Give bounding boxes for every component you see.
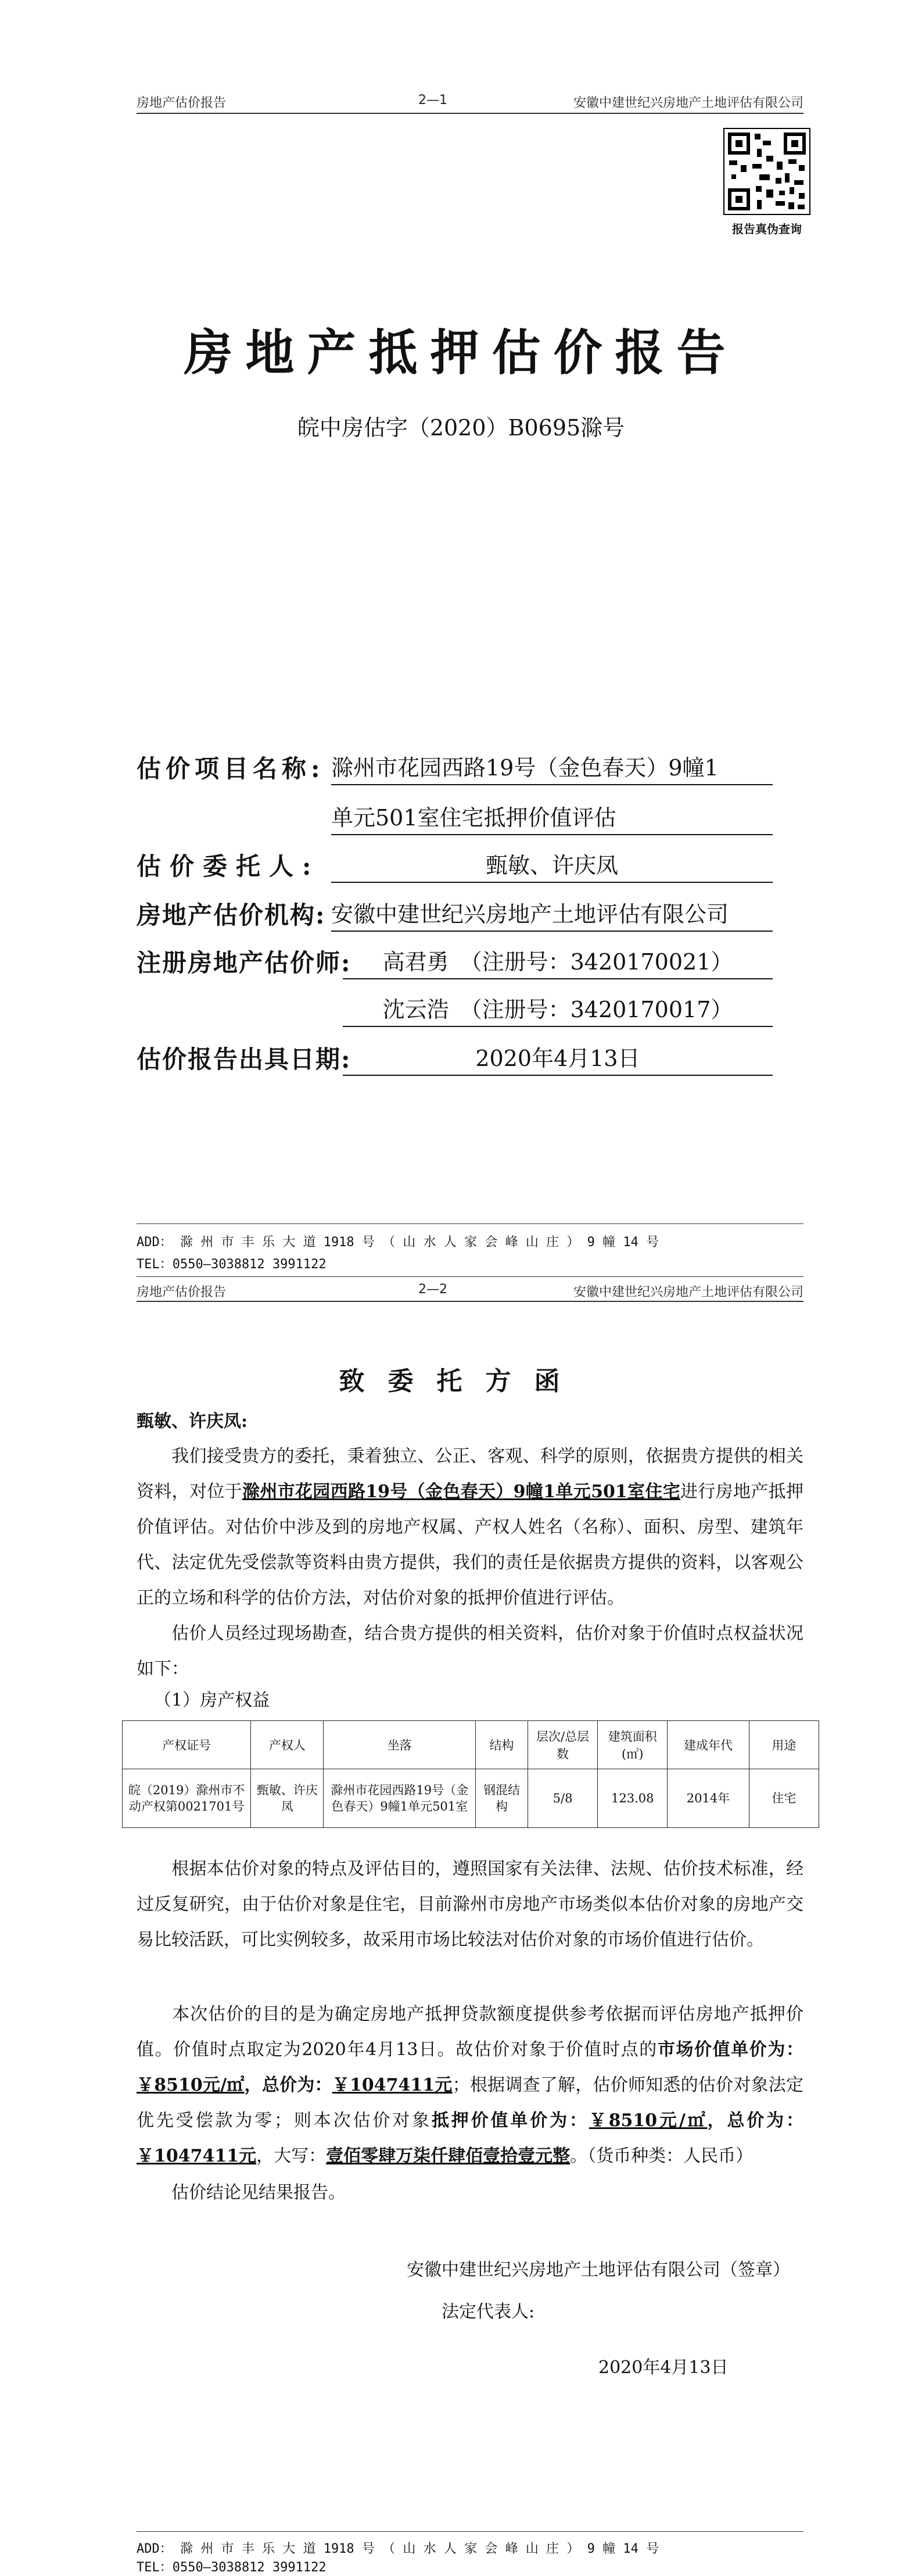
table-cell: 住宅 bbox=[749, 1769, 819, 1828]
signature-company: 安徽中建世纪兴房地产土地评估有限公司（签章） bbox=[407, 2260, 790, 2280]
amount-in-words: 壹佰零肆万柒仟肆佰壹拾壹元整 bbox=[326, 2146, 571, 2166]
header-right: 安徽中建世纪兴房地产土地评估有限公司 bbox=[573, 96, 803, 110]
footer-address: ADD： 滁 州 市 丰 乐 大 道 1918 号 （ 山 水 人 家 会 峰 山 庄 ） 9 幢 14 号 bbox=[137, 1235, 659, 1250]
signature-legal-rep: 法定代表人: bbox=[442, 2302, 535, 2322]
page-separator bbox=[137, 1276, 803, 1277]
table-header-cell: 坐落 bbox=[324, 1721, 476, 1769]
table-header-cell: 产权证号 bbox=[123, 1721, 251, 1769]
paragraph-5 bbox=[137, 2175, 803, 2210]
table-cell: 钢混结构 bbox=[476, 1769, 528, 1828]
header-right: 安徽中建世纪兴房地产土地评估有限公司 bbox=[573, 1285, 803, 1300]
paragraph-1-text-c: 进行房地产抵押价值评估。对估价中涉及到的房地产权属、产权人姓名（名称）、面积、房型、建筑年代、法定优先受偿款等资料由贵方提供，我们的责任是依据贵方提供的资料，以客观公正的立场和科学的估价方法，对估价对象的抵押价值进行评估。 bbox=[137, 1482, 804, 1608]
market-unit-price-label: 市场价值单价为： bbox=[657, 2040, 804, 2060]
table-header-row bbox=[123, 1721, 819, 1769]
paragraph-4 bbox=[137, 1997, 803, 2174]
header-divider bbox=[137, 1301, 803, 1302]
qr-caption: 报告真伪查询 bbox=[732, 222, 802, 236]
paragraph-5-text: 估价结论见结果报告。 bbox=[171, 2183, 346, 2203]
table-cell: 皖（2019）滁州市不动产权第0021701号 bbox=[123, 1769, 251, 1828]
table-header-cell: 产权人 bbox=[251, 1721, 324, 1769]
table-cell: 甄敏、许庆凤 bbox=[251, 1769, 324, 1828]
project-name-label: 估价项目名称: bbox=[137, 754, 325, 783]
report-date-value: 2020年4月13日 bbox=[343, 1040, 773, 1076]
table-header-cell: 建筑面积(㎡) bbox=[598, 1721, 668, 1769]
header-page-number: 2—1 bbox=[418, 93, 447, 108]
mortgage-unit-price: ￥8510元/㎡ bbox=[589, 2110, 708, 2131]
appraiser-2: 沈云浩 （注册号：3420170017） bbox=[343, 992, 773, 1027]
agency-value: 安徽中建世纪兴房地产土地评估有限公司 bbox=[331, 896, 773, 932]
paragraph-3-text: 根据本估价对象的特点及评估目的，遵照国家有关法律、法规、估价技术标准，经过反复研究，由于估价对象是住宅，目前滁州市房地产市场类似本估价对象的房地产交易比较活跃，可比实例较多，故采用市场比较法对估价对象的市场价值进行估价。 bbox=[137, 1859, 803, 1950]
footer-tel: TEL：0550—3038812 3991122 bbox=[137, 2560, 327, 2575]
report-date-label: 估价报告出具日期: bbox=[137, 1045, 351, 1074]
currency-note: 。（货币种类：人民币） bbox=[570, 2146, 754, 2166]
report-number: 皖中房估字（2020）B0695滁号 bbox=[297, 415, 625, 441]
table-row bbox=[123, 1769, 819, 1828]
salutation: 甄敏、许庆凤: bbox=[137, 1411, 248, 1432]
paragraph-4-text-k: ，大写： bbox=[256, 2146, 327, 2166]
footer-tel: TEL：0550—3038812 3991122 bbox=[137, 1257, 327, 1272]
subheading-property-rights: （1）房产权益 bbox=[154, 1690, 270, 1711]
table-cell: 123.08 bbox=[598, 1769, 668, 1828]
property-address: 滁州市花园西路19号（金色春天）9幢1单元501室住宅 bbox=[242, 1482, 681, 1502]
appraiser-label: 注册房地产估价师: bbox=[137, 949, 351, 977]
market-unit-price: ￥8510元/㎡ bbox=[137, 2075, 245, 2095]
header-page-number: 2—2 bbox=[418, 1282, 447, 1297]
table-cell: 5/8 bbox=[528, 1769, 597, 1828]
table-header-cell: 层次/总层数 bbox=[528, 1721, 597, 1769]
market-total-label: ，总价为： bbox=[244, 2075, 332, 2095]
property-rights-table bbox=[122, 1720, 819, 1828]
footer-divider bbox=[137, 2531, 803, 2532]
appraiser-1: 高君勇 （注册号：3420170021） bbox=[343, 944, 773, 979]
mortgage-total-price: ￥1047411元 bbox=[137, 2146, 257, 2166]
paragraph-4-text-a: 本次估价的目的是为确定房地产抵押贷款额度提供参考依据而评估房地产抵押价值。价值时点取定为2020年4月13日。故估价对象于价值时点的 bbox=[137, 2004, 803, 2060]
paragraph-4-text-f: ；根据调查了解，估价师知悉的估价对象法定优先受偿款为零；则本次估价对象 bbox=[137, 2075, 804, 2131]
agency-label: 房地产估价机构: bbox=[137, 901, 326, 929]
paragraph-2 bbox=[137, 1616, 803, 1687]
signature-date: 2020年4月13日 bbox=[598, 2357, 729, 2378]
client-label: 估价委托人: bbox=[137, 852, 320, 881]
header-left: 房地产估价报告 bbox=[137, 1285, 227, 1300]
table-header-cell: 建成年代 bbox=[668, 1721, 749, 1769]
paragraph-2-text: 估价人员经过现场勘查，结合贵方提供的相关资料，估价对象于价值时点权益状况如下： bbox=[137, 1623, 803, 1679]
footer-address: ADD： 滁 州 市 丰 乐 大 道 1918 号 （ 山 水 人 家 会 峰 山 庄 ） 9 幢 14 号 bbox=[137, 2542, 659, 2556]
footer-divider bbox=[137, 1223, 803, 1224]
letter-title: 致委托方函 bbox=[339, 1366, 583, 1396]
client-value: 甄敏、许庆凤 bbox=[331, 847, 773, 883]
paragraph-1-text-a: 我们接受贵方的委托，秉着独立、公正、客观、科学的原则，依据贵方提供的相关资料，对位于 bbox=[137, 1446, 803, 1502]
mortgage-unit-price-label: 抵押价值单价为： bbox=[431, 2110, 589, 2131]
project-name-line2: 单元501室住宅抵押价值评估 bbox=[331, 800, 773, 835]
table-header-cell: 结构 bbox=[476, 1721, 528, 1769]
qr-code-icon[interactable] bbox=[723, 128, 810, 215]
table-cell: 2014年 bbox=[668, 1769, 749, 1828]
mortgage-total-label: ，总价为： bbox=[707, 2110, 804, 2131]
table-cell: 滁州市花园西路19号（金色春天）9幢1单元501室 bbox=[324, 1769, 476, 1828]
market-total-price: ￥1047411元 bbox=[332, 2075, 453, 2095]
paragraph-1 bbox=[137, 1439, 803, 1616]
header-left: 房地产估价报告 bbox=[137, 96, 227, 110]
paragraph-3 bbox=[137, 1851, 803, 1958]
table-header-cell: 用途 bbox=[749, 1721, 819, 1769]
header-divider bbox=[137, 113, 803, 114]
report-title: 房地产抵押估价报告 bbox=[184, 324, 738, 381]
project-name-line1: 滁州市花园西路19号（金色春天）9幢1 bbox=[331, 750, 773, 785]
